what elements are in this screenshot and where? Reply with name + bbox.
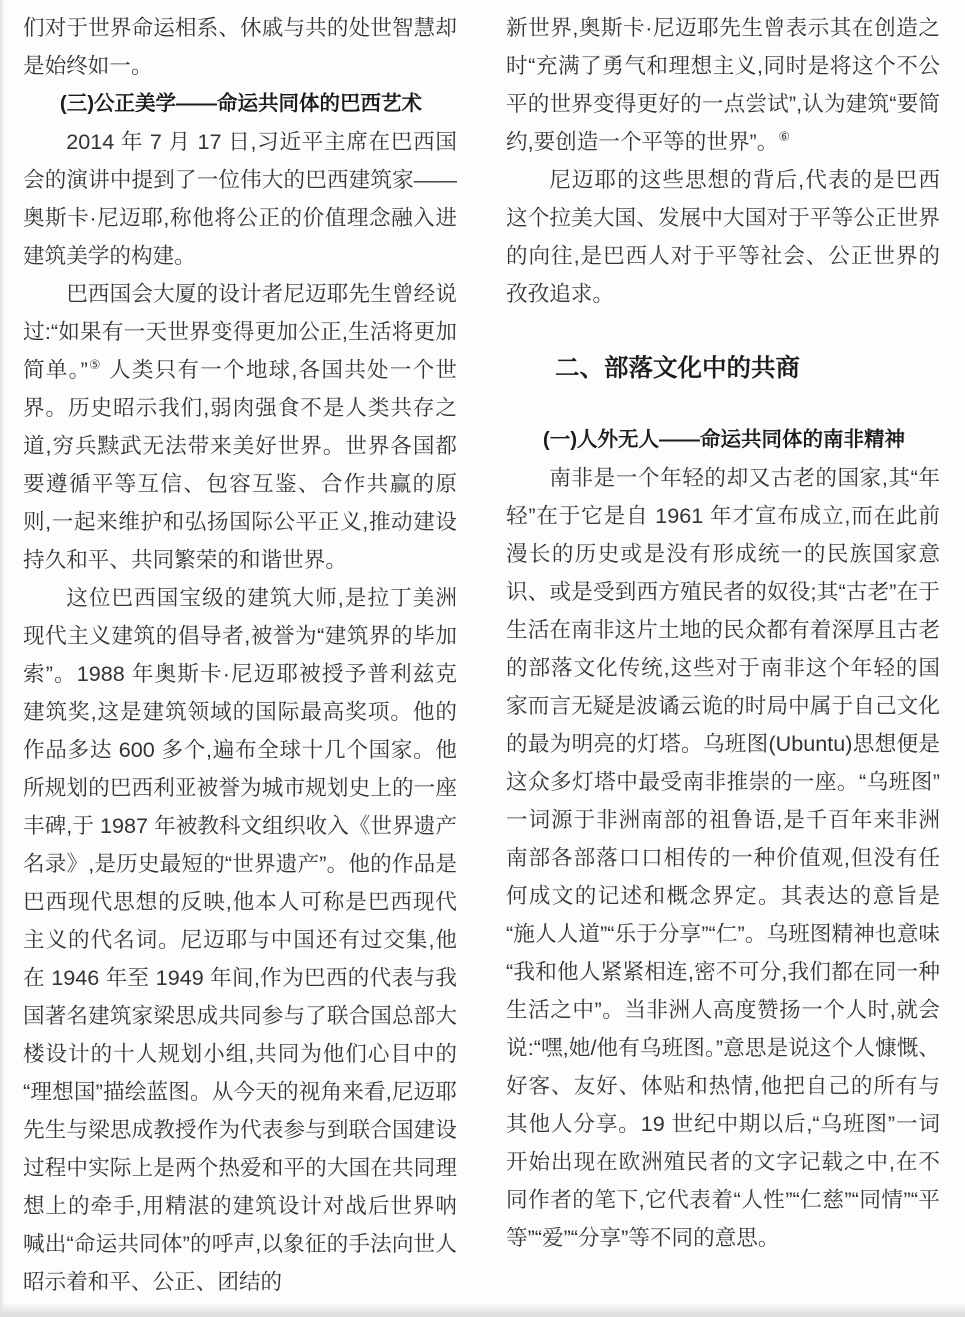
section-heading-2: 二、部落文化中的共商 [555, 355, 800, 382]
subsection-heading-1: (一)人外无人——命运共同体的南非精神 [542, 428, 906, 451]
paragraph [23, 275, 457, 579]
subsection-heading-3: (三)公正美学——命运共同体的巴西艺术 [59, 92, 423, 115]
left-column [23, 9, 457, 1301]
right-column [506, 9, 940, 1301]
footnote-marker-6: ⑥ [778, 128, 790, 144]
page-bottom-edge-shadow [0, 1302, 965, 1317]
paragraph-text: 人类只有一个地球,各国共处一个世界。历史昭示我们,弱肉强食不是人类共存之道,穷兵黩武无法带来美好世界。世界各国都要遵循平等互信、包容互鉴、合作共赢的原则,一起来维护和弘扬国际公平正义,推动建设持久和平、共同繁荣的和谐世界。 [23, 357, 457, 572]
paragraph: 南非是一个年轻的却又古老的国家,其“年轻”在于它是自 1961 年才宣布成立,而在此前漫长的历史或是没有形成统一的民族国家意识、或是受到西方殖民者的奴役;其“古老”在于生活在南非这片土地的民众都有着深厚且古老的部落文化传统,这些对于南非这个年轻的国家而言无疑是波谲云诡的时局中属于自己文化的最为明亮的灯塔。乌班图(Ubuntu)思想便是这众多灯塔中最受南非推崇的一座。“乌班图”一词源于非洲南部的祖鲁语,是千百年来非洲南部各部落口口相传的一种价值观,但没有任何成文的记述和概念界定。其表达的意旨是“施人人道”“乐于分享”“仁”。乌班图精神也意味“我和他人紧紧相连,密不可分,我们都在同一种生活之中”。当非洲人高度赞扬一个人时,就会说:“嘿,她/他有乌班图。”意思是说这个人慷慨、好客、友好、体贴和热情,他把自己的所有与其他人分享。19 世纪中期以后,“乌班图”一词开始出现在欧洲殖民者的文字记载之中,在不同作者的笔下,它代表着“人性”“仁慈”“同情”“平等”“爱”“分享”等不同的意思。 [506, 465, 940, 1250]
paragraph-continued-from-previous-page: 们对于世界命运相系、休戚与共的处世智慧却是始终如一。 [23, 15, 457, 78]
paragraph-text: 巴西国会大厦的设计者尼迈耶先生曾经说过:“如果有一天世界变得更加公正,生活将更加简单。” [23, 281, 457, 382]
footnote-marker-5: ⑤ [87, 356, 102, 372]
paragraph: 这位巴西国宝级的建筑大师,是拉丁美洲现代主义建筑的倡导者,被誉为“建筑界的毕加索”。1988 年奥斯卡·尼迈耶被授予普利兹克建筑奖,这是建筑领域的国际最高奖项。他的作品多达 600 多个,遍布全球十几个国家。他所规划的巴西利亚被誉为城市规划史上的一座丰碑,于 1987 年被教科文组织收入《世界遗产名录》,是历史最短的“世界遗产”。他的作品是巴西现代思想的反映,他本人可称是巴西现代主义的代名词。尼迈耶与中国还有过交集,他在 1946 年至 1949 年间,作为巴西的代表与我国著名建筑家梁思成共同参与了联合国总部大楼设计的十人规划小组,共同为他们心目中的“理想国”描绘蓝图。从今天的视角来看,尼迈耶先生与梁思成教授作为代表参与到联合国建设过程中实际上是两个热爱和平的大国在共同理想上的牵手,用精湛的建筑设计对战后世界呐喊出“命运共同体”的呼声,以象征的手法向世人昭示着和平、公正、团结的 [23, 585, 457, 1294]
paragraph: 2014 年 7 月 17 日,习近平主席在巴西国会的演讲中提到了一位伟大的巴西建筑家——奥斯卡·尼迈耶,称他将公正的价值理念融入进建筑美学的构建。 [23, 129, 457, 268]
paragraph-continued-from-left-column [506, 9, 940, 161]
paragraph-text: 新世界,奥斯卡·尼迈耶先生曾表示其在创造之时“充满了勇气和理想主义,同时是将这个不公平的世界变得更好的一点尝试”,认为建筑“要简约,要创造一个平等的世界”。 [506, 15, 940, 154]
paragraph: 尼迈耶的这些思想的背后,代表的是巴西这个拉美大国、发展中大国对于平等公正世界的向往,是巴西人对于平等社会、公正世界的孜孜追求。 [506, 167, 940, 306]
